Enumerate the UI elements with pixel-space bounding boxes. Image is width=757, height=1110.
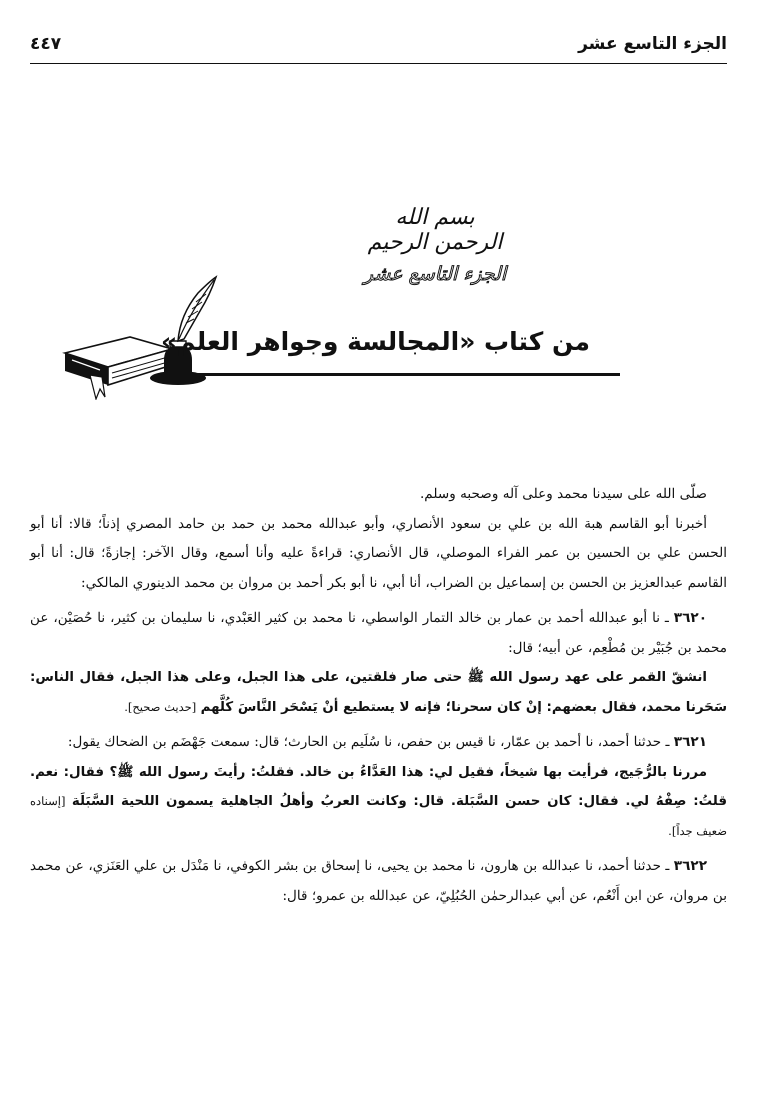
chapter-ornament	[60, 205, 620, 410]
hadith-number: ٣٦٢١	[673, 734, 707, 750]
running-title: الجزء التاسع عشر	[578, 34, 727, 54]
book-title: من كتاب «المجالسة وجواهر العلم»	[160, 327, 590, 356]
hadith-number: ٣٦٢٠	[673, 610, 707, 626]
hadith-isnad: ـ نا أبو عبدالله أحمد بن عمار بن خالد التمار الواسطي، نا محمد بن كثير العَبْدي، نا سليمان بن كثير، نا حُصَيْن، عن محمد بن جُبَيْر بن مُطْعِم، عن أبيه؛ قال:	[30, 610, 727, 656]
hadith-3621-matn	[30, 758, 727, 847]
hadith-number: ٣٦٢٢	[673, 858, 707, 874]
hadith-grading: [إسناده ضعيف جداً].	[30, 794, 727, 838]
page-number: ٤٤٧	[30, 34, 62, 54]
hadith-text: مررنا بالرُّجَيج، فرأيت بها شيخاً، فقيل لي: هذا العَدَّاءُ بن خالد. فقلتُ: رأيتَ رسول الله ﷺ؟ فقال: نعم. قلتُ: صِفْهُ لي. فقال: كان حسن السَّبَلة. قال: وكانت العربُ وأهلُ الجاهلية يسمون اللحية السَّبَلَة	[30, 764, 728, 809]
hadith-3620	[30, 604, 727, 663]
running-header	[30, 30, 727, 64]
header-rule	[30, 63, 727, 64]
isnad-paragraph: أخبرنا أبو القاسم هبة الله بن علي بن سعود الأنصاري، وأبو عبدالله محمد بن حمد بن حامد المصري إذناً؛ قالا: أنا أبو الحسن علي بن الحسين بن عمر الفراء الموصلي، قال الأنصاري: قراءةً عليه وأنا أسمع، وقال الآخر: إجازةً؛ قال: أنا أبو القاسم عبدالعزيز بن الحسن بن إسماعيل بن الضراب، أنا أبي، نا أبو بكر أحمد بن مروان بن محمد الدينوري المالكي:	[30, 515, 727, 591]
hadith-grading: [حديث صحيح].	[124, 699, 197, 714]
main-text	[30, 480, 727, 911]
basmala: بسم الله الرحمن الرحيم	[367, 205, 503, 255]
part-label: الجزء التاسع عشر	[363, 263, 507, 285]
hadith-3621	[30, 728, 727, 758]
hadith-isnad: ـ حدثنا أحمد، نا أحمد بن عمّار، نا قيس بن حفص، نا سُلَيم بن الحارث؛ قال: سمعت جَهْضَم بن الضحاك يقول:	[67, 734, 670, 750]
hadith-text: انشقّ القمر على عهد رسول الله ﷺ حتى صار فلقتين، على هذا الجبل، وعلى هذا الجبل، فقال الناس: سَحَرنا محمد، فقال بعضهم: إنْ كان سحرنا؛ فإنه لا يستطيع أنْ يَسْحَر النَّاسَ كُلَّهم	[30, 670, 727, 715]
title-rule	[180, 373, 620, 376]
opening-salutation: صلّى الله على سيدنا محمد وعلى آله وصحبه وسلم.	[419, 486, 707, 502]
hadith-3622	[30, 852, 727, 911]
hadith-isnad: ـ حدثنا أحمد، نا عبدالله بن هارون، نا محمد بن يحيى، نا إسحاق بن بشر الكوفي، نا مَنْدَل بن علي العَنَزي، عن محمد بن مروان، عن ابن أَنْعُم، عن أبي عبدالرحمٰن الحُبُلِيّ، عن عبدالله بن عمرو؛ قال:	[30, 858, 727, 904]
hadith-3620-matn	[30, 663, 727, 722]
